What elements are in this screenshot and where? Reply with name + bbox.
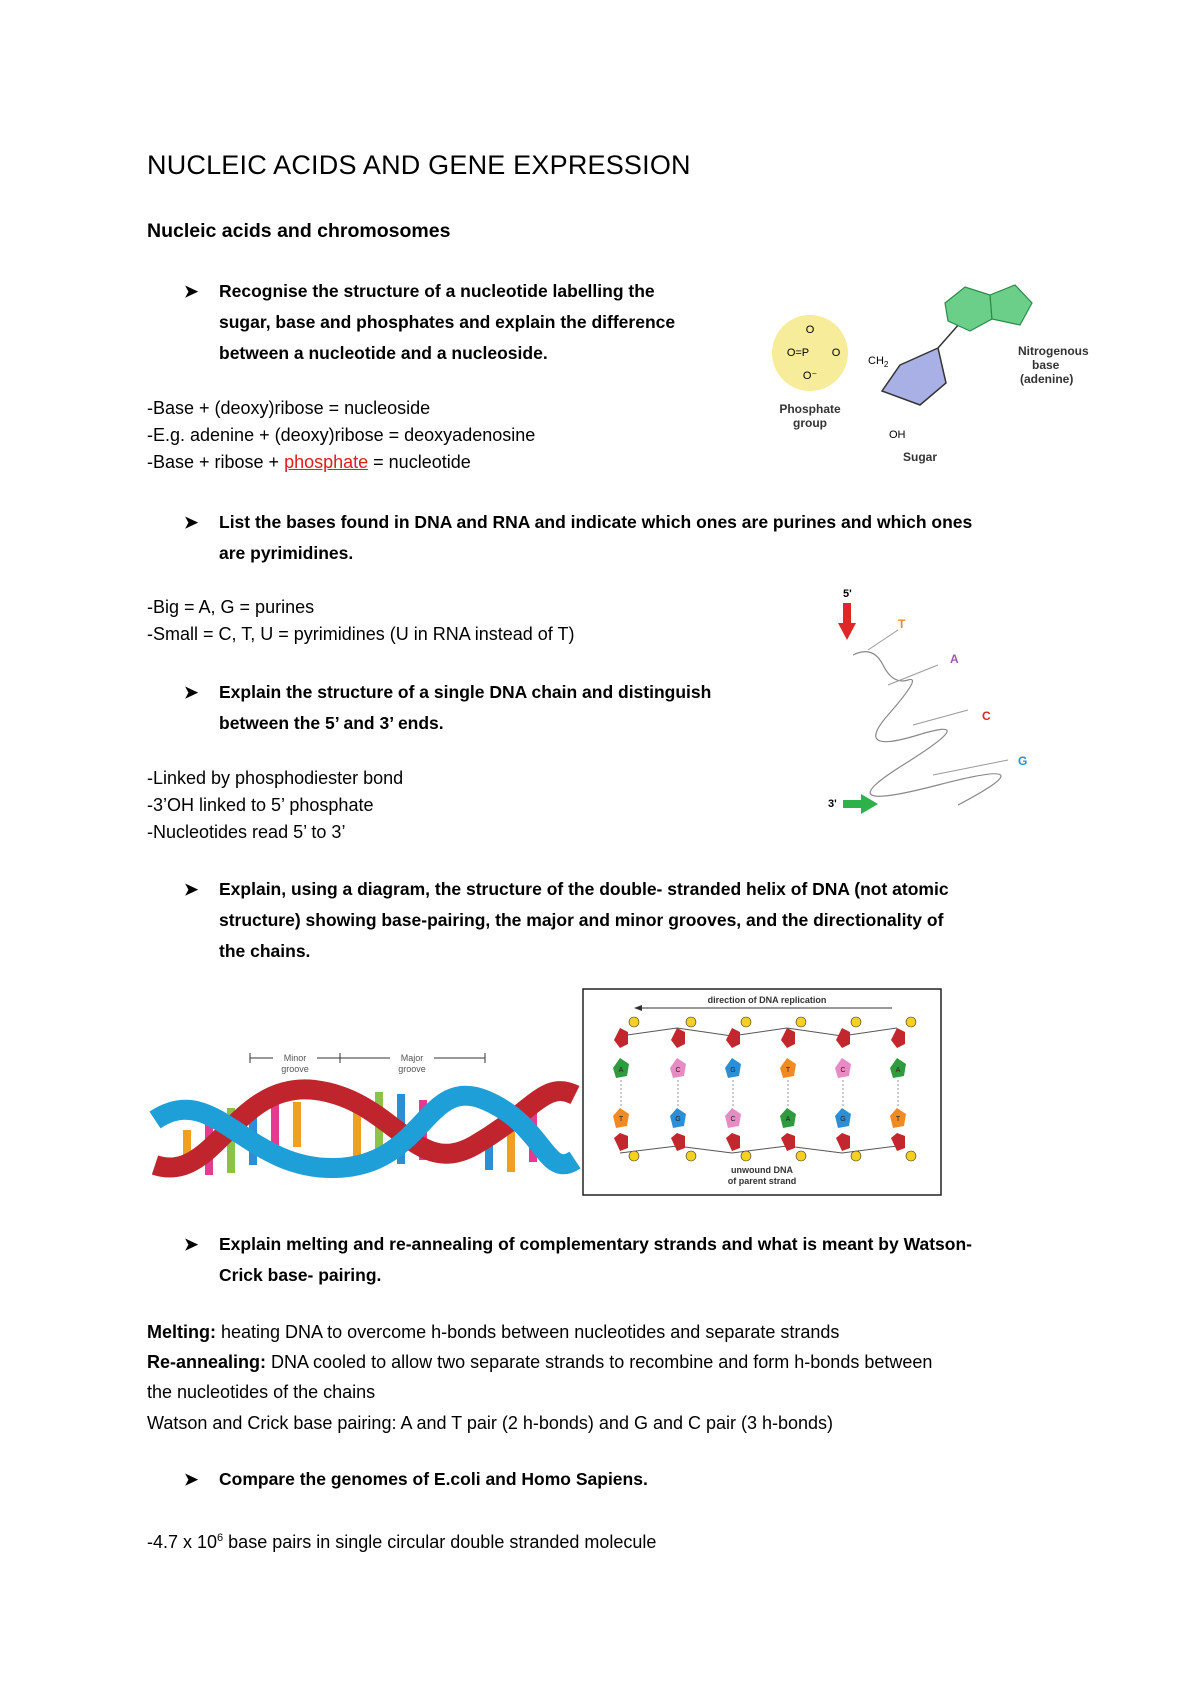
base-label-bottom: T xyxy=(895,1116,901,1123)
bullet-arrow-icon: ➤ xyxy=(184,880,199,899)
phosphate-marker-top xyxy=(851,1017,861,1027)
base-label-bottom: T xyxy=(618,1116,624,1123)
svg-text:Sugar: Sugar xyxy=(902,450,938,464)
answer-pyrimidines: -Small = C, T, U = pyrimidines (U in RNA instead of T) xyxy=(147,624,575,644)
svg-text:direction of DNA replication: direction of DNA replication xyxy=(707,995,827,1005)
answer-nucleotide: -Base + ribose + phosphate = nucleotide xyxy=(147,452,471,472)
svg-text:3': 3' xyxy=(828,798,837,810)
base-label-top: G xyxy=(730,1067,736,1074)
svg-text:Nitrogenous: Nitrogenous xyxy=(1018,344,1089,358)
base-label-top: A xyxy=(895,1067,901,1074)
answer-nucleoside: -Base + (deoxy)ribose = nucleoside xyxy=(147,398,431,418)
phosphate-marker-top xyxy=(741,1017,751,1027)
bullet-arrow-icon: ➤ xyxy=(184,1235,199,1254)
bullet-arrow-icon: ➤ xyxy=(184,282,199,301)
svg-text:C: C xyxy=(982,709,991,723)
phosphate-link[interactable]: phosphate xyxy=(284,452,369,472)
phosphate-marker-bottom xyxy=(686,1151,696,1161)
svg-text:groove: groove xyxy=(281,1064,309,1074)
phosphate-marker-bottom xyxy=(906,1151,916,1161)
single-chain-figure xyxy=(828,585,1048,825)
svg-text:T: T xyxy=(898,617,906,631)
page-title: NUCLEIC ACIDS AND GENE EXPRESSION xyxy=(147,150,691,180)
objective-melting: ➤ Explain melting and re-annealing of complementary strands and what is meant by Watson- Crick base- pairing. xyxy=(219,1229,1079,1291)
answer-direction: -Nucleotides read 5’ to 3’ xyxy=(147,822,346,842)
answer-phosphodiester: -Linked by phosphodiester bond xyxy=(147,768,404,788)
objective-single-chain: ➤ Explain the structure of a single DNA chain and distinguish between the 5’ and 3’ ends. xyxy=(219,677,779,739)
double-helix-figure xyxy=(155,1050,575,1190)
bullet-arrow-icon: ➤ xyxy=(184,683,199,702)
svg-text:CH2: $CH_2$ xyxy=(868,355,889,369)
svg-text:of parent strand: of parent strand xyxy=(727,1176,797,1186)
svg-text:A: A xyxy=(950,652,959,666)
bullet-arrow-icon: ➤ xyxy=(184,1470,199,1489)
bullet-arrow-icon: ➤ xyxy=(184,513,199,532)
phosphate-marker-bottom xyxy=(796,1151,806,1161)
phosphate-marker-bottom xyxy=(741,1151,751,1161)
svg-text:unwound DNA: unwound DNA xyxy=(731,1165,793,1175)
base-label-top: C xyxy=(840,1067,846,1074)
base-label-bottom: A xyxy=(785,1116,791,1123)
phosphate-marker-top xyxy=(686,1017,696,1027)
svg-text:base: base xyxy=(1032,358,1060,372)
phosphate-marker-top xyxy=(629,1017,639,1027)
base-label-top: T xyxy=(785,1067,791,1074)
section-heading: Nucleic acids and chromosomes xyxy=(147,220,451,242)
nucleotide-structure-figure xyxy=(770,255,1089,470)
svg-text:Minor: Minor xyxy=(283,1053,307,1063)
svg-text:Major: Major xyxy=(400,1053,424,1063)
base-label-bottom: C xyxy=(730,1116,736,1123)
objective-bases: ➤ List the bases found in DNA and RNA and indicate which ones are purines and which ones are pyrimidines. xyxy=(219,507,1079,569)
answer-purines: -Big = A, G = purines xyxy=(147,597,315,617)
answer-reannealing-cont: the nucleotides of the chains xyxy=(147,1382,376,1402)
five-prime-arrow-icon xyxy=(843,603,851,625)
svg-text:group: group xyxy=(793,416,827,430)
answer-oh-linkage: -3’OH linked to 5’ phosphate xyxy=(147,795,374,815)
base-label-top: A xyxy=(618,1067,624,1074)
svg-text:O: O xyxy=(831,347,841,359)
answer-watson-crick: Watson and Crick base pairing: A and T pair (2 h-bonds) and G and C pair (3 h-bonds) xyxy=(147,1413,834,1433)
svg-text:Phosphate: Phosphate xyxy=(779,402,841,416)
base-label-bottom: G xyxy=(840,1116,846,1123)
dna-replication-figure xyxy=(582,988,942,1196)
answer-deoxyadenosine: -E.g. adenine + (deoxy)ribose = deoxyadenosine xyxy=(147,425,536,445)
three-prime-arrow-icon xyxy=(843,800,863,808)
objective-double-helix: ➤ Explain, using a diagram, the structure of the double- stranded helix of DNA (not atomic structure) showing base-pairing, the major and minor grooves, and the directionality of the chains. xyxy=(219,874,1079,967)
svg-text:O=P: O=P xyxy=(786,347,810,359)
answer-reannealing: Re-annealing: DNA cooled to allow two separate strands to recombine and form h-bonds between xyxy=(147,1352,933,1372)
sugar-ring xyxy=(882,348,946,405)
svg-text:(adenine): (adenine) xyxy=(1020,372,1074,386)
objective-nucleotide: ➤ Recognise the structure of a nucleotide labelling the sugar, base and phosphates and explain the difference between a nucleotide and a nucleoside. xyxy=(219,276,749,369)
answer-ecoli-genome: -4.7 x $10^6$ base pairs in single circular double stranded molecule xyxy=(147,1532,657,1552)
adenine-ring-2 xyxy=(990,285,1032,325)
base-label-top: C xyxy=(675,1067,681,1074)
phosphate-marker-top xyxy=(906,1017,916,1027)
phosphate-marker-top xyxy=(796,1017,806,1027)
base-label-bottom: G xyxy=(675,1116,681,1123)
svg-text:groove: groove xyxy=(398,1064,426,1074)
phosphate-marker-bottom xyxy=(629,1151,639,1161)
adenine-ring xyxy=(945,287,992,331)
phosphate-marker-bottom xyxy=(851,1151,861,1161)
answer-melting: Melting: heating DNA to overcome h-bonds between nucleotides and separate strands xyxy=(147,1322,840,1342)
svg-text:G: G xyxy=(1018,754,1028,768)
svg-text:O⁻: O⁻ xyxy=(802,370,818,382)
objective-genomes: ➤ Compare the genomes of E.coli and Homo Sapiens. xyxy=(219,1464,1079,1495)
svg-text:OH: OH xyxy=(889,429,906,441)
svg-text:5': 5' xyxy=(843,588,852,600)
svg-text:O: O xyxy=(805,324,815,336)
